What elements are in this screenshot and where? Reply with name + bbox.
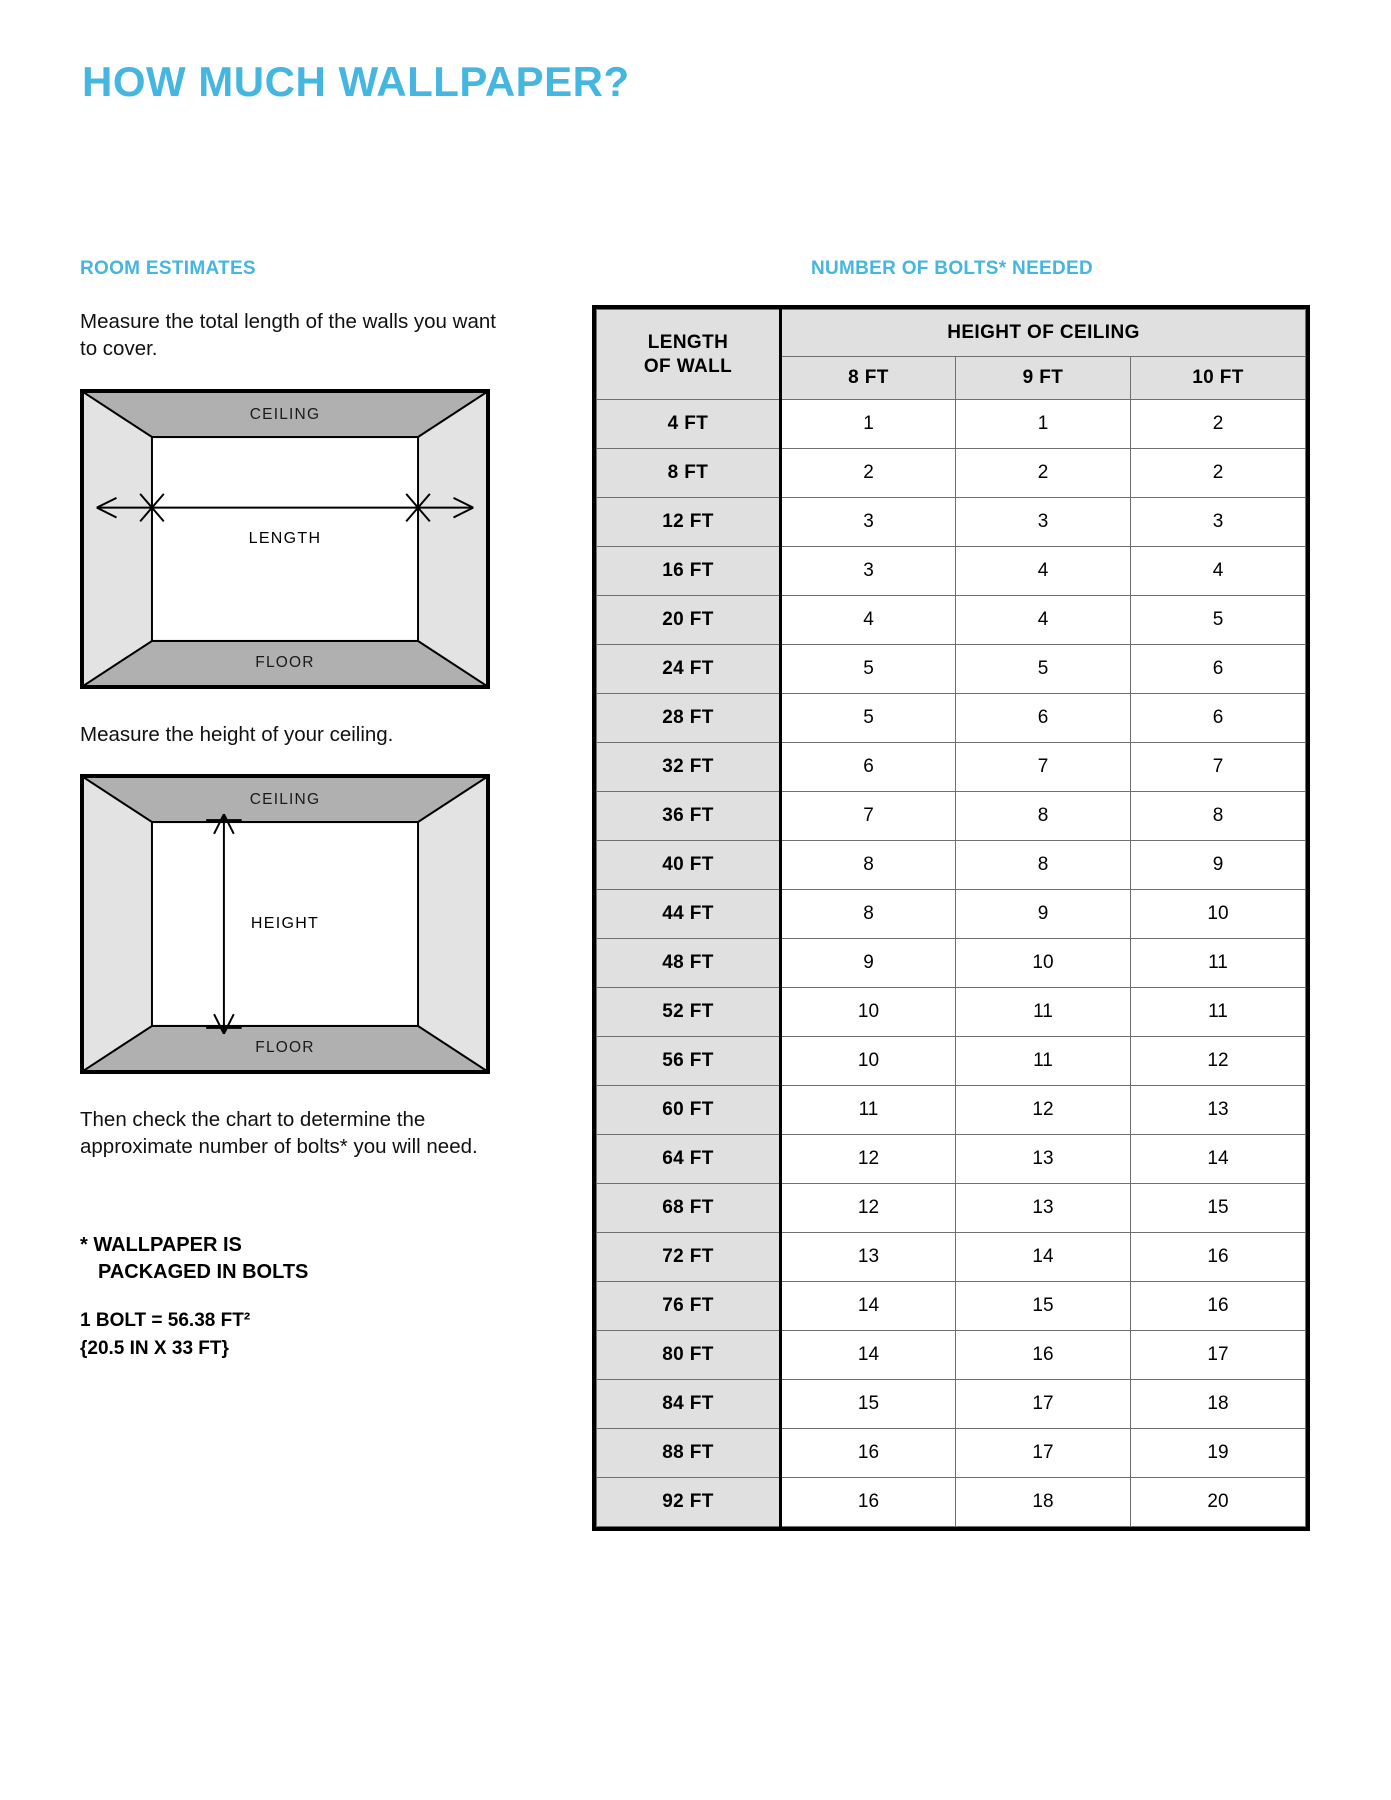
cell-bolts-count: 16 xyxy=(781,1429,956,1478)
cell-bolts-count: 1 xyxy=(956,400,1131,449)
cell-bolts-count: 9 xyxy=(781,939,956,988)
cell-bolts-count: 6 xyxy=(1131,645,1306,694)
cell-bolts-count: 14 xyxy=(781,1331,956,1380)
table-row xyxy=(597,1429,1306,1478)
header-length-line-1: LENGTH xyxy=(647,331,729,353)
cell-bolts-count: 12 xyxy=(956,1086,1131,1135)
table-row xyxy=(597,939,1306,988)
row-label-length: 32 FT xyxy=(597,743,781,792)
cell-bolts-count: 18 xyxy=(956,1478,1131,1527)
cell-bolts-count: 3 xyxy=(781,498,956,547)
table-row xyxy=(597,890,1306,939)
cell-bolts-count: 15 xyxy=(781,1380,956,1429)
step-1-text: Measure the total length of the walls you want to cover. xyxy=(80,310,496,361)
table-row xyxy=(597,792,1306,841)
cell-bolts-count: 7 xyxy=(781,792,956,841)
cell-bolts-count: 11 xyxy=(781,1086,956,1135)
room-estimates-heading: ROOM ESTIMATES xyxy=(80,258,256,279)
cell-bolts-count: 16 xyxy=(1131,1233,1306,1282)
cell-bolts-count: 19 xyxy=(1131,1429,1306,1478)
cell-bolts-count: 20 xyxy=(1131,1478,1306,1527)
row-label-length: 24 FT xyxy=(597,645,781,694)
cell-bolts-count: 3 xyxy=(781,547,956,596)
step-2-text: Measure the height of your ceiling. xyxy=(80,722,394,746)
cell-bolts-count: 13 xyxy=(956,1135,1131,1184)
cell-bolts-count: 9 xyxy=(956,890,1131,939)
room-estimates-section xyxy=(80,258,510,1362)
row-label-length: 12 FT xyxy=(597,498,781,547)
row-label-length: 40 FT xyxy=(597,841,781,890)
row-label-length: 80 FT xyxy=(597,1331,781,1380)
cell-bolts-count: 6 xyxy=(781,743,956,792)
cell-bolts-count: 11 xyxy=(956,988,1131,1037)
bolts-table-head xyxy=(597,310,1306,400)
header-col-8ft: 8 FT xyxy=(781,357,956,400)
row-label-length: 44 FT xyxy=(597,890,781,939)
table-row xyxy=(597,400,1306,449)
row-label-length: 60 FT xyxy=(597,1086,781,1135)
cell-bolts-count: 10 xyxy=(781,988,956,1037)
cell-bolts-count: 10 xyxy=(956,939,1131,988)
diagram-length-ceiling-label: CEILING xyxy=(249,405,321,423)
cell-bolts-count: 5 xyxy=(781,645,956,694)
footnote-line-1: * WALLPAPER IS xyxy=(80,1234,242,1257)
row-label-length: 72 FT xyxy=(597,1233,781,1282)
cell-bolts-count: 4 xyxy=(956,596,1131,645)
cell-bolts-count: 12 xyxy=(1131,1037,1306,1086)
bolts-table-wrapper xyxy=(592,305,1310,1531)
cell-bolts-count: 11 xyxy=(956,1037,1131,1086)
header-length-line-2: OF WALL xyxy=(643,355,733,377)
table-row xyxy=(597,1037,1306,1086)
cell-bolts-count: 8 xyxy=(781,890,956,939)
cell-bolts-count: 16 xyxy=(1131,1282,1306,1331)
cell-bolts-count: 2 xyxy=(1131,400,1306,449)
cell-bolts-count: 6 xyxy=(1131,694,1306,743)
cell-bolts-count: 8 xyxy=(956,841,1131,890)
table-header-row-1 xyxy=(597,310,1306,357)
table-row xyxy=(597,449,1306,498)
cell-bolts-count: 5 xyxy=(956,645,1131,694)
table-row xyxy=(597,1282,1306,1331)
cell-bolts-count: 13 xyxy=(1131,1086,1306,1135)
cell-bolts-count: 17 xyxy=(1131,1331,1306,1380)
table-row xyxy=(597,596,1306,645)
cell-bolts-count: 3 xyxy=(956,498,1131,547)
header-col-10ft: 10 FT xyxy=(1131,357,1306,400)
header-height-of-ceiling: HEIGHT OF CEILING xyxy=(781,310,1306,357)
diagram-height-floor-label: FLOOR xyxy=(255,1038,315,1056)
cell-bolts-count: 5 xyxy=(1131,596,1306,645)
cell-bolts-count: 14 xyxy=(781,1282,956,1331)
cell-bolts-count: 7 xyxy=(956,743,1131,792)
bolt-conversion-line-1: 1 BOLT = 56.38 FT² xyxy=(80,1310,251,1332)
table-row xyxy=(597,1184,1306,1233)
cell-bolts-count: 12 xyxy=(781,1135,956,1184)
cell-bolts-count: 11 xyxy=(1131,988,1306,1037)
cell-bolts-count: 4 xyxy=(1131,547,1306,596)
cell-bolts-count: 2 xyxy=(1131,449,1306,498)
cell-bolts-count: 2 xyxy=(956,449,1131,498)
table-row xyxy=(597,743,1306,792)
row-label-length: 56 FT xyxy=(597,1037,781,1086)
cell-bolts-count: 12 xyxy=(781,1184,956,1233)
cell-bolts-count: 8 xyxy=(781,841,956,890)
row-label-length: 64 FT xyxy=(597,1135,781,1184)
row-label-length: 8 FT xyxy=(597,449,781,498)
cell-bolts-count: 10 xyxy=(781,1037,956,1086)
diagram-height-center-label: HEIGHT xyxy=(250,914,320,932)
row-label-length: 20 FT xyxy=(597,596,781,645)
diagram-length-floor-label: FLOOR xyxy=(255,653,315,671)
cell-bolts-count: 5 xyxy=(781,694,956,743)
bolts-table-heading: NUMBER OF BOLTS* NEEDED xyxy=(810,258,1094,279)
cell-bolts-count: 15 xyxy=(956,1282,1131,1331)
cell-bolts-count: 7 xyxy=(1131,743,1306,792)
row-label-length: 76 FT xyxy=(597,1282,781,1331)
room-diagram-height xyxy=(80,774,490,1074)
row-label-length: 68 FT xyxy=(597,1184,781,1233)
row-label-length: 88 FT xyxy=(597,1429,781,1478)
cell-bolts-count: 15 xyxy=(1131,1184,1306,1233)
row-label-length: 92 FT xyxy=(597,1478,781,1527)
cell-bolts-count: 11 xyxy=(1131,939,1306,988)
table-row xyxy=(597,498,1306,547)
row-label-length: 4 FT xyxy=(597,400,781,449)
table-row xyxy=(597,645,1306,694)
cell-bolts-count: 4 xyxy=(956,547,1131,596)
footnote-line-2: PACKAGED IN BOLTS xyxy=(98,1261,309,1284)
bolts-table-body xyxy=(597,400,1306,1527)
bolts-table-section xyxy=(592,258,1312,1536)
cell-bolts-count: 17 xyxy=(956,1429,1131,1478)
table-row xyxy=(597,694,1306,743)
cell-bolts-count: 9 xyxy=(1131,841,1306,890)
table-row xyxy=(597,1331,1306,1380)
bolts-table xyxy=(596,309,1306,1527)
cell-bolts-count: 8 xyxy=(956,792,1131,841)
table-row xyxy=(597,988,1306,1037)
table-row xyxy=(597,1233,1306,1282)
cell-bolts-count: 14 xyxy=(1131,1135,1306,1184)
cell-bolts-count: 2 xyxy=(781,449,956,498)
row-label-length: 48 FT xyxy=(597,939,781,988)
row-label-length: 36 FT xyxy=(597,792,781,841)
row-label-length: 84 FT xyxy=(597,1380,781,1429)
table-row xyxy=(597,1135,1306,1184)
cell-bolts-count: 13 xyxy=(781,1233,956,1282)
diagram-height-ceiling-label: CEILING xyxy=(249,790,321,808)
diagram-length-center-label: LENGTH xyxy=(248,529,322,547)
page-title: HOW MUCH WALLPAPER? xyxy=(82,58,630,105)
cell-bolts-count: 18 xyxy=(1131,1380,1306,1429)
room-diagram-length xyxy=(80,389,490,689)
step-3-text: Then check the chart to determine the approximate number of bolts* you will need. xyxy=(80,1107,478,1158)
header-length-of-wall xyxy=(597,310,781,400)
cell-bolts-count: 6 xyxy=(956,694,1131,743)
row-label-length: 16 FT xyxy=(597,547,781,596)
bolt-conversion-line-2: {20.5 IN X 33 FT} xyxy=(80,1337,229,1359)
cell-bolts-count: 3 xyxy=(1131,498,1306,547)
table-row xyxy=(597,1086,1306,1135)
row-label-length: 52 FT xyxy=(597,988,781,1037)
cell-bolts-count: 16 xyxy=(956,1331,1131,1380)
cell-bolts-count: 8 xyxy=(1131,792,1306,841)
cell-bolts-count: 10 xyxy=(1131,890,1306,939)
table-row xyxy=(597,547,1306,596)
table-row xyxy=(597,1478,1306,1527)
cell-bolts-count: 16 xyxy=(781,1478,956,1527)
cell-bolts-count: 14 xyxy=(956,1233,1131,1282)
cell-bolts-count: 1 xyxy=(781,400,956,449)
row-label-length: 28 FT xyxy=(597,694,781,743)
header-col-9ft: 9 FT xyxy=(956,357,1131,400)
cell-bolts-count: 4 xyxy=(781,596,956,645)
cell-bolts-count: 17 xyxy=(956,1380,1131,1429)
table-row xyxy=(597,841,1306,890)
cell-bolts-count: 13 xyxy=(956,1184,1131,1233)
table-row xyxy=(597,1380,1306,1429)
